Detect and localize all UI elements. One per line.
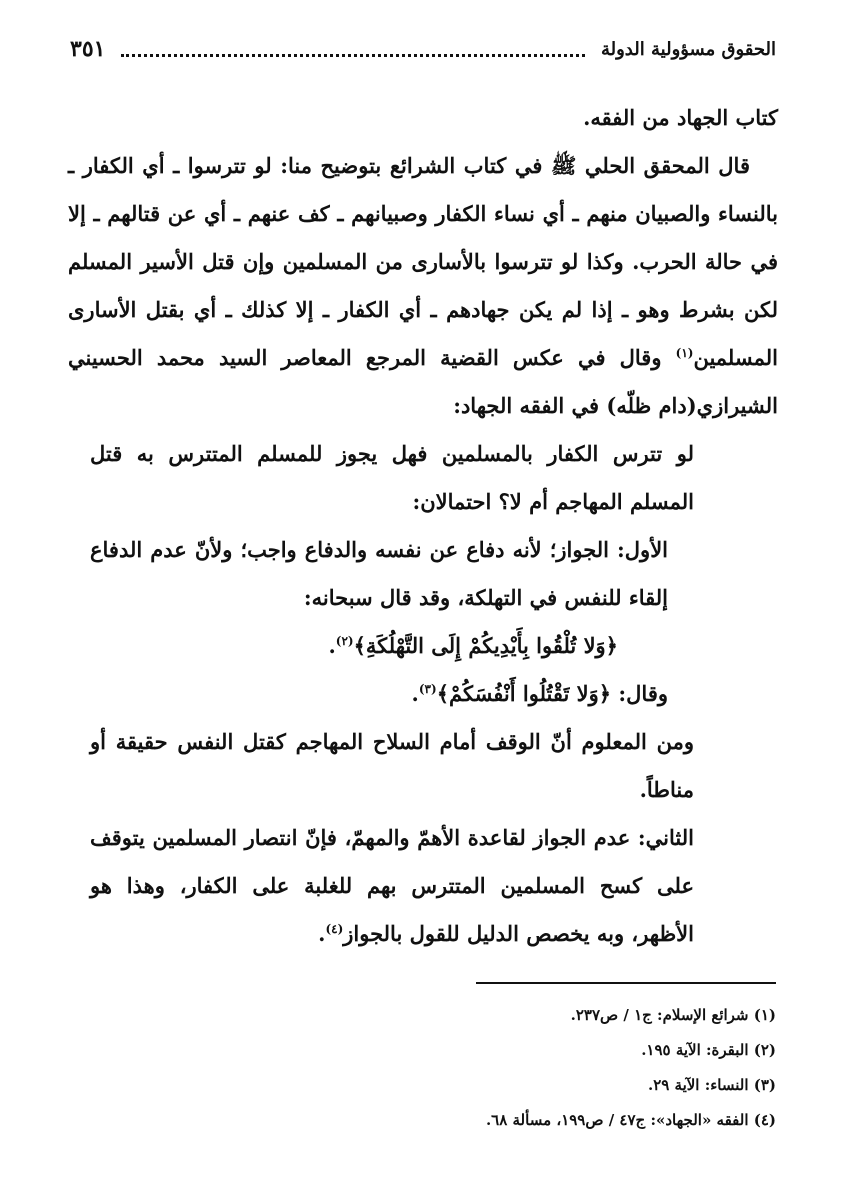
quotation-text: قال المحقق الحلي ﷺ في كتاب الشرائع بتوضيح منا: لو تترسوا ـ أي الكفار ـ بالنساء والصبيان منهم ـ أي نساء الكفار وصبيانهم ـ كف عنهم ـ أي عن قتالهم ـ إلا في حالة الحرب. وكذا لو تترسوا بالأسارى من المسلمين وإن قتل الأسير المسلم لكن بشرط وهو ـ إذا لم يكن جهادهم ـ أي الكفار ـ إلا كذلك ـ أي بقتل الأسارى المسلمين [68,153,778,370]
verse-2-end: . [411,681,419,706]
page-number: ٣٥١ [70,36,106,62]
footnote-ref-2: (٢) [335,634,354,648]
page-header [70,32,776,66]
fiqh-quote-2: الأول: الجواز؛ لأنه دفاع عن نفسه والدفاع واجب؛ ولأنّ عدم الدفاع إلقاء للنفس في التهلكة، وقد قال سبحانه: [90,537,668,610]
verse-line-2 [68,670,778,718]
footnote-3: (٣) النساء: الآية ٢٩. [647,1076,776,1094]
opening-line: كتاب الجهاد من الفقه. [583,105,778,130]
footnote-separator [476,982,776,984]
fiqh-quote-4 [68,814,778,958]
verse-1-end: . [328,633,336,658]
verse-line-1 [68,622,778,670]
footnote-ref-1: (١) [675,346,694,360]
footnote-1: (١) شرائع الإسلام: ج١ / ص٢٣٧. [570,1006,776,1024]
footnote-2: (٢) البقرة: الآية ١٩٥. [641,1041,776,1059]
verse-2-prefix: وقال: [611,681,668,706]
verse-2: ﴿وَلا تَقْتُلُوا أَنْفُسَكُمْ﴾ [436,681,612,706]
fiqh-quote-4-end: . [318,921,326,946]
fiqh-quote-3: ومن المعلوم أنّ الوقف أمام السلاح المهاجم كقتل النفس حقيقة أو مناطاً. [90,729,694,802]
dot-leader [121,54,585,57]
footnote-ref-3: (٣) [418,682,437,696]
footnotes [70,998,776,1138]
fiqh-quote-1: لو تترس الكفار بالمسلمين فهل يجوز للمسلم المتترس به قتل المسلم المهاجم أم لا؟ احتمالان: [90,441,694,514]
verse-1: ﴿وَلا تُلْقُوا بِأَيْدِيكُمْ إِلَى التَّهْلُكَةِ﴾ [353,633,618,658]
fiqh-quote-4-text: الثاني: عدم الجواز لقاعدة الأهمّ والمهمّ، فإنّ انتصار المسلمين يتوقف على كسح المسلمين المتترس بهم للغلبة على الكفار، وهذا هو الأظهر، وبه يخصص الدليل للقول بالجواز [90,825,694,946]
quotation-continuation: وقال في عكس القضية المرجع المعاصر السيد محمد الحسيني الشيرازي(دام ظلّه) في الفقه الجهاد: [68,345,778,418]
quotation-paragraph [68,142,778,430]
running-title: الحقوق مسؤولية الدولة [600,38,776,60]
main-text [68,94,778,958]
footnote-4: (٤) الفقه «الجهاد»: ج٤٧ / ص١٩٩، مسألة ٦٨. [485,1111,776,1129]
footnote-ref-4: (٤) [325,922,344,936]
